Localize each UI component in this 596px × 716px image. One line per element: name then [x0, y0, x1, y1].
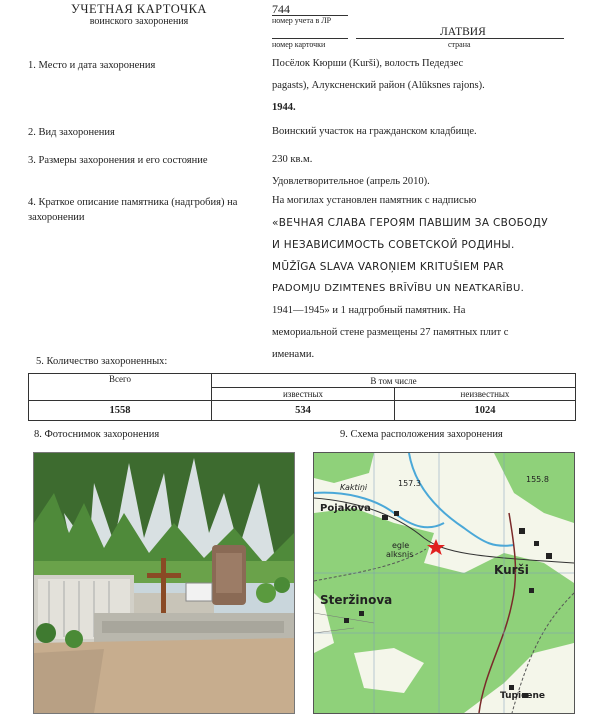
- map-label-elevation-1: 157.3: [398, 479, 421, 488]
- value-total: 1558: [29, 401, 212, 421]
- card-title: УЧЕТНАЯ КАРТОЧКА: [71, 2, 207, 16]
- map-label-elevation-2: 155.8: [526, 475, 549, 484]
- map-label-egle: egle: [392, 541, 410, 550]
- place-line-2: pagasts), Алуксненский район (Alūksnes rajons).: [272, 80, 485, 91]
- monument-line-6: 1941—1945» и 1 надгробный памятник. На: [272, 305, 466, 316]
- monument-line-8: именами.: [272, 349, 315, 360]
- country-caption: страна: [448, 40, 471, 49]
- map-label-sterzinova: Steržinova: [320, 593, 393, 607]
- card-number-caption: номер карточки: [272, 40, 326, 49]
- location-map-illustration: [314, 453, 574, 713]
- record-number-caption: номер учета в ЛР: [272, 16, 332, 25]
- state-line: Удовлетворительное (апрель 2010).: [272, 176, 430, 187]
- burial-photo: [33, 452, 295, 714]
- row-label-place-date: 1. Место и дата захоронения: [28, 60, 156, 71]
- record-number: 744: [272, 2, 290, 16]
- row-value-size-state: [272, 149, 572, 193]
- photo-section-title: 8. Фотоснимок захоронения: [34, 429, 160, 440]
- map-label-kursi: Kurši: [494, 563, 529, 577]
- header-including: В том числе: [212, 374, 576, 388]
- country: ЛАТВИЯ: [440, 26, 486, 38]
- value-unknown: 1024: [395, 401, 576, 421]
- map-label-kaktini: Kaktiņi: [340, 483, 368, 492]
- row-label-size-state: 3. Размеры захоронения и его состояние: [28, 155, 208, 166]
- map-label-pojakova: Pojakova: [320, 503, 371, 514]
- burial-type-line: Воинский участок на гражданском кладбище.: [272, 126, 477, 137]
- inscription-line-3: MŪŽĪGA SLAVA VAROŅIEM KRITUŠIEM PAR: [272, 261, 505, 273]
- header-total: Всего: [29, 374, 212, 401]
- count-section-title: 5. Количество захороненных:: [36, 356, 168, 367]
- place-line-1: Посёлок Кюрши (Kurši), волость Педедзес: [272, 58, 464, 69]
- inscription-line-1: «ВЕЧНАЯ СЛАВА ГЕРОЯМ ПАВШИМ ЗА СВОБОДУ: [272, 217, 548, 229]
- row-label-burial-type: 2. Вид захоронения: [28, 127, 115, 138]
- map-label-alksnis: alksnis: [386, 550, 414, 559]
- place-line-3: 1944.: [272, 102, 296, 113]
- header-known: известных: [212, 388, 395, 401]
- card-subtitle: воинского захоронения: [89, 16, 189, 27]
- row-value-monument: [272, 190, 572, 366]
- value-known: 534: [212, 401, 395, 421]
- monument-line-7: мемориальной стене размещены 27 памятных плит с: [272, 327, 509, 338]
- size-line: 230 кв.м.: [272, 154, 313, 165]
- burial-count-table: [28, 373, 576, 421]
- location-map: [313, 452, 575, 714]
- row-value-burial-type: [272, 121, 572, 143]
- row-label-monument: 4. Краткое описание памятника (надгробия) на захоронении: [28, 197, 238, 223]
- inscription-line-2: И НЕЗАВИСИМОСТЬ СОВЕТСКОЙ РОДИНЫ.: [272, 239, 515, 251]
- map-section-title: 9. Схема расположения захоронения: [340, 429, 503, 440]
- header-unknown: неизвестных: [395, 388, 576, 401]
- inscription-line-4: PADOMJU DZIMTENES BRĪVĪBU UN NEATKARĪBU.: [272, 283, 525, 294]
- burial-photo-illustration: [34, 453, 294, 713]
- map-label-tupicene: Tupicene: [500, 691, 546, 701]
- monument-line-1: На могилах установлен памятник с надписью: [272, 195, 477, 206]
- row-value-place-date: [272, 53, 572, 119]
